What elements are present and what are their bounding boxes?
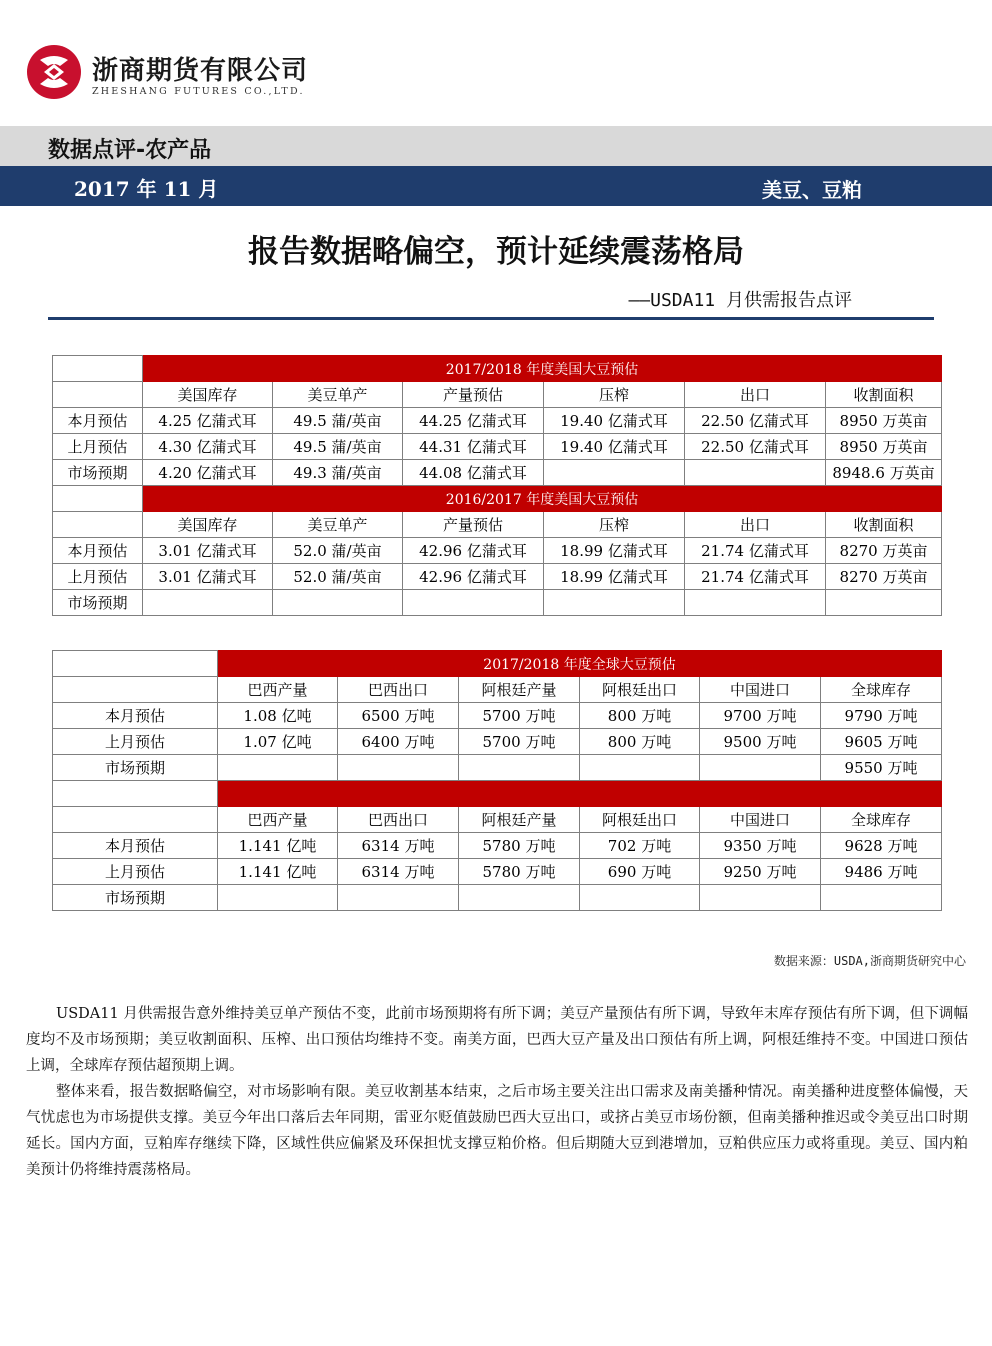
table-cell: 5780 万吨 xyxy=(459,859,580,885)
table-cell xyxy=(700,885,821,911)
global-soybean-table xyxy=(52,650,942,911)
table-row xyxy=(53,460,942,486)
table-corner-cell xyxy=(53,651,218,677)
table-cell: 44.31 亿蒲式耳 xyxy=(403,434,544,460)
table-cell xyxy=(218,755,338,781)
table-row xyxy=(53,564,942,590)
table-cell xyxy=(459,755,580,781)
table-cell: 1.07 亿吨 xyxy=(218,729,338,755)
table-cell: 702 万吨 xyxy=(580,833,700,859)
report-subject: 美豆、豆粕 xyxy=(762,178,862,202)
report-title: 报告数据略偏空，预计延续震荡格局 xyxy=(248,234,744,270)
table-section-title: 2016/2017 年度美国大豆预估 xyxy=(143,486,942,512)
table-cell: 4.25 亿蒲式耳 xyxy=(143,408,273,434)
table-column-header: 巴西产量 xyxy=(218,677,338,703)
table-cell xyxy=(544,590,685,616)
table-cell: 9350 万吨 xyxy=(700,833,821,859)
table-cell xyxy=(218,885,338,911)
table-corner-cell xyxy=(53,807,218,833)
table-column-header: 美豆单产 xyxy=(273,382,403,408)
table-cell xyxy=(821,885,942,911)
company-name: 浙商期货有限公司 xyxy=(92,56,309,86)
table-cell: 49.5 蒲/英亩 xyxy=(273,434,403,460)
report-date: 2017 年 11 月 xyxy=(74,177,219,201)
table-cell: 52.0 蒲/英亩 xyxy=(273,538,403,564)
table-row-label: 本月预估 xyxy=(53,408,143,434)
table-cell: 8950 万英亩 xyxy=(826,434,942,460)
table-column-header-row xyxy=(53,512,942,538)
table-column-header: 压榨 xyxy=(544,512,685,538)
report-category: 数据点评-农产品 xyxy=(48,138,212,163)
table-cell xyxy=(826,590,942,616)
table-column-header: 美国库存 xyxy=(143,382,273,408)
table-column-header-row xyxy=(53,807,942,833)
table-cell: 3.01 亿蒲式耳 xyxy=(143,564,273,590)
table-section-title: 2017/2018 年度美国大豆预估 xyxy=(143,356,942,382)
table-cell: 5700 万吨 xyxy=(459,703,580,729)
table-cell: 42.96 亿蒲式耳 xyxy=(403,538,544,564)
table-cell: 8950 万英亩 xyxy=(826,408,942,434)
analysis-paragraph: USDA11 月供需报告意外维持美豆单产预估不变，此前市场预期将有所下调；美豆产量预估有所下调，导致年末库存预估有所下调，但下调幅度均不及市场预期；美豆收割面积、压榨、出口预估均维持不变。南美方面，巴西大豆产量及出口预估有所上调，阿根廷维持不变。中国进口预估上调，全球库存预估超预期上调。 xyxy=(26,1006,968,1074)
table-column-header: 巴西出口 xyxy=(338,677,459,703)
table-cell: 9605 万吨 xyxy=(821,729,942,755)
table-cell: 6400 万吨 xyxy=(338,729,459,755)
table-cell: 9700 万吨 xyxy=(700,703,821,729)
table-row xyxy=(53,833,942,859)
table-row-label: 上月预估 xyxy=(53,564,143,590)
table-cell: 18.99 亿蒲式耳 xyxy=(544,538,685,564)
table-column-header-row xyxy=(53,677,942,703)
table-section-header xyxy=(53,356,942,382)
table-cell xyxy=(338,755,459,781)
table-cell: 22.50 亿蒲式耳 xyxy=(685,434,826,460)
table-cell: 5780 万吨 xyxy=(459,833,580,859)
table-cell: 42.96 亿蒲式耳 xyxy=(403,564,544,590)
table-cell: 6500 万吨 xyxy=(338,703,459,729)
table-column-header: 收割面积 xyxy=(826,382,942,408)
table-section-header xyxy=(53,651,942,677)
table-column-header: 产量预估 xyxy=(403,382,544,408)
table-row-label: 市场预期 xyxy=(53,755,218,781)
table-row-label: 上月预估 xyxy=(53,729,218,755)
table-section-title: 2017/2018 年度全球大豆预估 xyxy=(218,651,942,677)
table-row xyxy=(53,538,942,564)
table-row xyxy=(53,859,942,885)
table-cell: 21.74 亿蒲式耳 xyxy=(685,538,826,564)
table-cell: 8270 万英亩 xyxy=(826,564,942,590)
table-column-header: 出口 xyxy=(685,512,826,538)
table-row-label: 市场预期 xyxy=(53,590,143,616)
table-row xyxy=(53,755,942,781)
table-cell: 1.141 亿吨 xyxy=(218,859,338,885)
table-cell: 690 万吨 xyxy=(580,859,700,885)
table-cell xyxy=(544,460,685,486)
table-column-header: 阿根廷出口 xyxy=(580,807,700,833)
table-cell: 8948.6 万英亩 xyxy=(826,460,942,486)
table-column-header: 产量预估 xyxy=(403,512,544,538)
table-cell: 21.74 亿蒲式耳 xyxy=(685,564,826,590)
table-column-header: 中国进口 xyxy=(700,677,821,703)
table-section-header xyxy=(53,781,942,807)
table-column-header: 全球库存 xyxy=(821,677,942,703)
table-cell xyxy=(403,590,544,616)
table-cell: 800 万吨 xyxy=(580,703,700,729)
table-row xyxy=(53,885,942,911)
table-cell: 6314 万吨 xyxy=(338,859,459,885)
table-cell xyxy=(143,590,273,616)
table-row xyxy=(53,408,942,434)
table-row-label: 市场预期 xyxy=(53,885,218,911)
table-corner-cell xyxy=(53,781,218,807)
table-cell: 9790 万吨 xyxy=(821,703,942,729)
table-column-header: 巴西产量 xyxy=(218,807,338,833)
table-column-header: 阿根廷产量 xyxy=(459,807,580,833)
table-cell: 22.50 亿蒲式耳 xyxy=(685,408,826,434)
table-cell: 800 万吨 xyxy=(580,729,700,755)
table-row xyxy=(53,729,942,755)
table-cell: 44.25 亿蒲式耳 xyxy=(403,408,544,434)
table-column-header: 美国库存 xyxy=(143,512,273,538)
table-cell xyxy=(338,885,459,911)
table-cell xyxy=(580,755,700,781)
table-cell xyxy=(580,885,700,911)
table-row-label: 上月预估 xyxy=(53,434,143,460)
table-cell: 9550 万吨 xyxy=(821,755,942,781)
table-row-label: 上月预估 xyxy=(53,859,218,885)
data-source: 数据来源：USDA,浙商期货研究中心 xyxy=(773,954,966,968)
table-row-label: 本月预估 xyxy=(53,703,218,729)
table-cell: 6314 万吨 xyxy=(338,833,459,859)
table-cell: 9486 万吨 xyxy=(821,859,942,885)
table-cell: 9628 万吨 xyxy=(821,833,942,859)
table-column-header: 收割面积 xyxy=(826,512,942,538)
table-cell: 8270 万英亩 xyxy=(826,538,942,564)
table-column-header: 压榨 xyxy=(544,382,685,408)
table-row xyxy=(53,590,942,616)
table-cell: 1.08 亿吨 xyxy=(218,703,338,729)
table-cell: 9500 万吨 xyxy=(700,729,821,755)
table-cell: 1.141 亿吨 xyxy=(218,833,338,859)
table-row-label: 本月预估 xyxy=(53,833,218,859)
title-divider xyxy=(48,317,934,320)
table-row-label: 市场预期 xyxy=(53,460,143,486)
company-name-en: ZHESHANG FUTURES CO.,LTD. xyxy=(92,86,305,97)
table-cell: 5700 万吨 xyxy=(459,729,580,755)
table-cell xyxy=(685,460,826,486)
table-row-label: 本月预估 xyxy=(53,538,143,564)
table-column-header-row xyxy=(53,382,942,408)
company-logo-icon xyxy=(26,44,82,100)
table-cell: 44.08 亿蒲式耳 xyxy=(403,460,544,486)
table-cell: 52.0 蒲/英亩 xyxy=(273,564,403,590)
table-section-title xyxy=(218,781,942,807)
table-row xyxy=(53,434,942,460)
table-corner-cell xyxy=(53,486,143,512)
table-column-header: 阿根廷出口 xyxy=(580,677,700,703)
table-column-header: 巴西出口 xyxy=(338,807,459,833)
table-cell: 4.20 亿蒲式耳 xyxy=(143,460,273,486)
report-subtitle: ——USDA11 月供需报告点评 xyxy=(628,290,852,311)
table-cell: 49.5 蒲/英亩 xyxy=(273,408,403,434)
table-corner-cell xyxy=(53,677,218,703)
table-corner-cell xyxy=(53,356,143,382)
table-cell xyxy=(700,755,821,781)
table-cell: 3.01 亿蒲式耳 xyxy=(143,538,273,564)
table-column-header: 中国进口 xyxy=(700,807,821,833)
table-cell: 9250 万吨 xyxy=(700,859,821,885)
table-column-header: 阿根廷产量 xyxy=(459,677,580,703)
table-cell: 49.3 蒲/英亩 xyxy=(273,460,403,486)
analysis-paragraph: 整体来看，报告数据略偏空，对市场影响有限。美豆收割基本结束，之后市场主要关注出口需求及南美播种情况。南美播种进度整体偏慢，天气忧虑也为市场提供支撑。美豆今年出口落后去年同期，雷亚尔贬值鼓励巴西大豆出口，或挤占美豆市场份额，但南美播种推迟或令美豆出口时期延长。国内方面，豆粕库存继续下降，区域性供应偏紧及环保担忧支撑豆粕价格。但后期随大豆到港增加，豆粕供应压力或将重现。美豆、国内粕美预计仍将维持震荡格局。 xyxy=(26,1084,968,1178)
table-cell: 18.99 亿蒲式耳 xyxy=(544,564,685,590)
table-cell xyxy=(459,885,580,911)
table-column-header: 全球库存 xyxy=(821,807,942,833)
table-column-header: 美豆单产 xyxy=(273,512,403,538)
us-soybean-table xyxy=(52,355,942,616)
table-column-header: 出口 xyxy=(685,382,826,408)
table-cell xyxy=(273,590,403,616)
table-cell: 19.40 亿蒲式耳 xyxy=(544,434,685,460)
table-cell: 19.40 亿蒲式耳 xyxy=(544,408,685,434)
table-corner-cell xyxy=(53,512,143,538)
table-row xyxy=(53,703,942,729)
table-cell: 4.30 亿蒲式耳 xyxy=(143,434,273,460)
table-cell xyxy=(685,590,826,616)
table-corner-cell xyxy=(53,382,143,408)
table-section-header xyxy=(53,486,942,512)
